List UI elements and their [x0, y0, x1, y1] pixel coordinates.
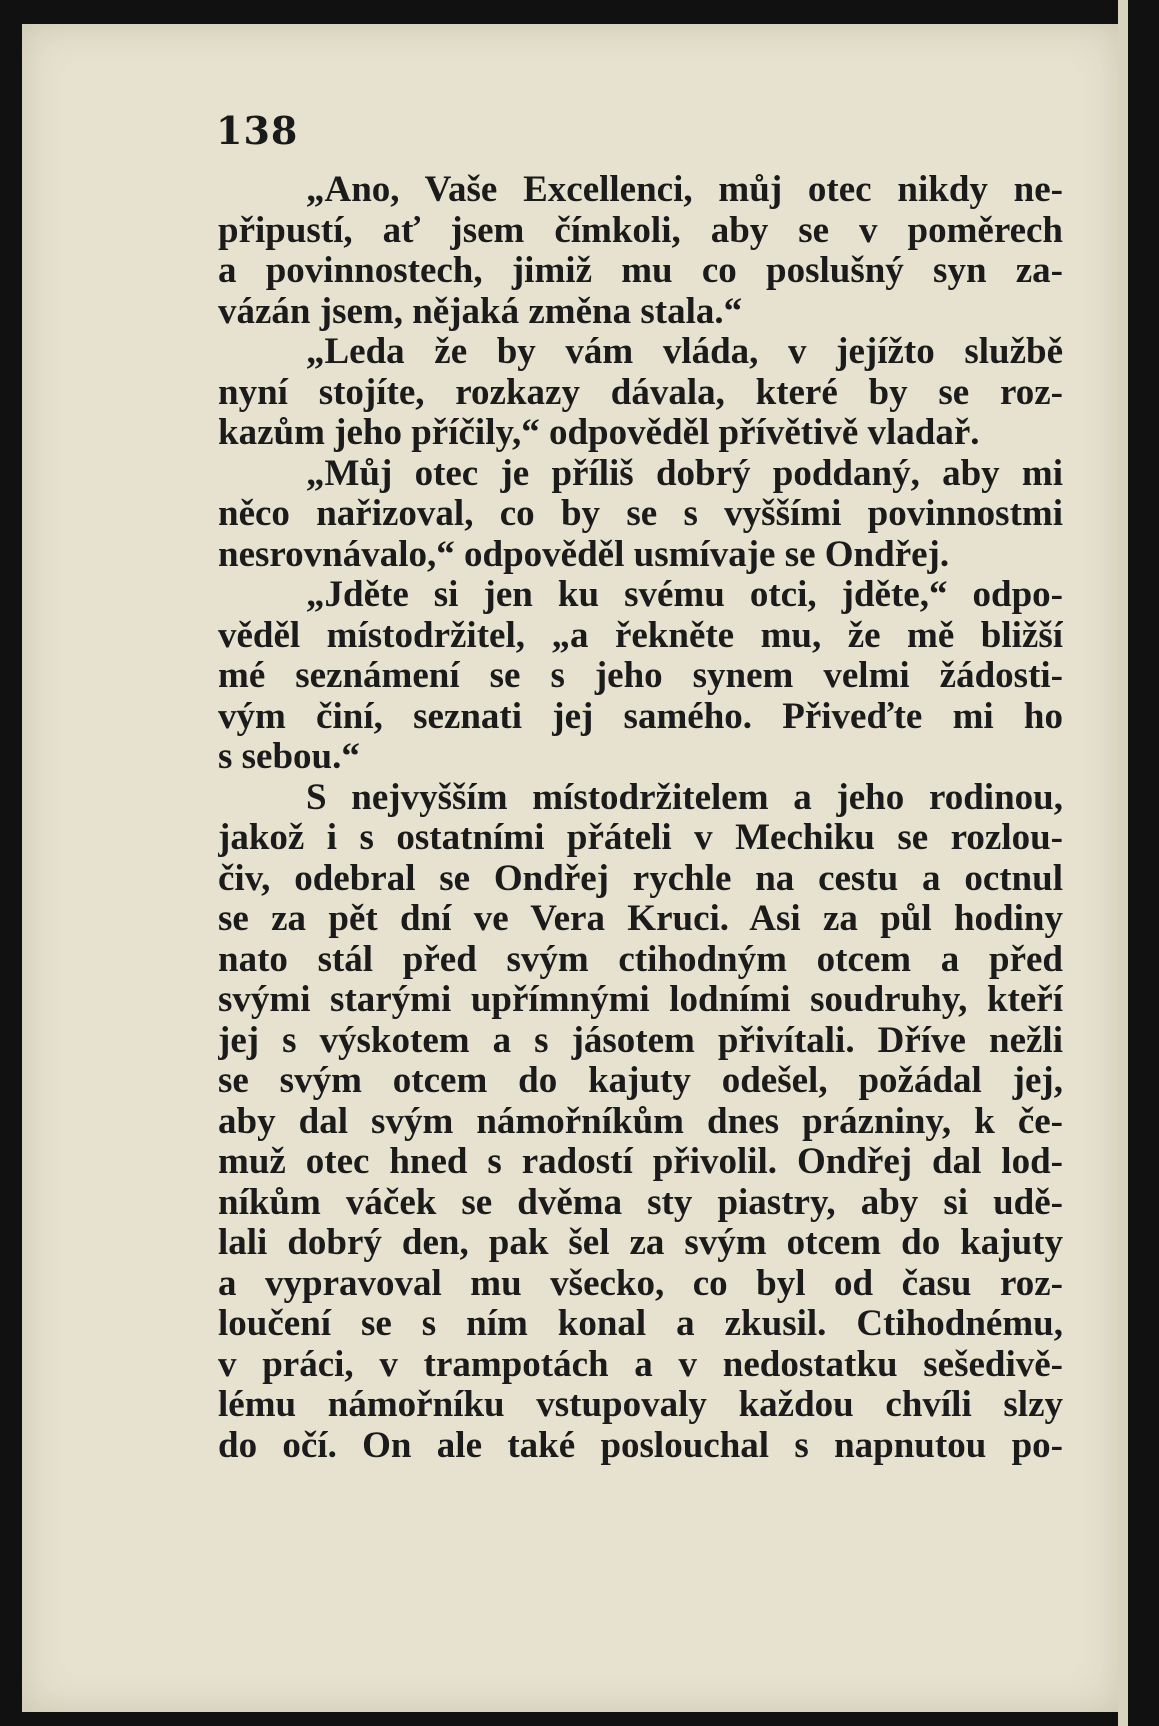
text-line: muž otec hned s radostí přivolil. Ondřej dal lod-	[218, 1142, 1063, 1182]
page-edge	[1118, 0, 1128, 1726]
text-line: lali dobrý den, pak šel za svým otcem do kajuty	[218, 1223, 1063, 1263]
text-line: „Leda že by vám vláda, v jejížto službě	[306, 332, 1063, 372]
text-line: mé seznámení se s jeho synem velmi žádosti-	[218, 656, 1063, 696]
text-line: v práci, v trampotách a v nedostatku sešedivě-	[218, 1344, 1063, 1385]
book-page	[22, 24, 1120, 1712]
text-line: S nejvyšším místodržitelem a jeho rodinou,	[306, 777, 1063, 818]
text-line: lému námořníku vstupovaly každou chvíli slzy	[218, 1385, 1063, 1425]
body-text	[218, 170, 1063, 1466]
text-line: se svým otcem do kajuty odešel, požádal jej,	[218, 1061, 1063, 1101]
text-line: „Můj otec je příliš dobrý poddaný, aby mi	[306, 453, 1063, 494]
text-line: svými starými upřímnými lodními soudruhy, kteří	[218, 980, 1063, 1020]
text-line: kazům jeho příčily,“ odpověděl přívětivě vladař.	[218, 413, 980, 453]
text-line: nato stál před svým ctihodným otcem a před	[218, 939, 1063, 980]
text-line: do očí. On ale také poslouchal s napnutou po-	[218, 1425, 1063, 1466]
text-line: níkům váček se dvěma sty piastry, aby si udě-	[218, 1182, 1063, 1223]
text-line: jakož i s ostatními přáteli v Mechiku se rozlou-	[218, 818, 1063, 858]
text-line: se za pět dní ve Vera Kruci. Asi za půl hodiny	[218, 899, 1063, 939]
text-line: jej s výskotem a s jásotem přivítali. Dříve nežli	[218, 1020, 1063, 1061]
text-line: vázán jsem, nějaká změna stala.“	[218, 291, 743, 332]
text-line: připustí, ať jsem čímkoli, aby se v poměrech	[218, 210, 1063, 251]
text-line: věděl místodržitel, „a řekněte mu, že mě bližší	[218, 615, 1063, 656]
text-line: „Jděte si jen ku svému otci, jděte,“ odpo-	[306, 575, 1063, 615]
text-line: a vypravoval mu všecko, co byl od času roz-	[218, 1263, 1063, 1304]
text-line: nesrovnávalo,“ odpověděl usmívaje se Ondřej.	[218, 534, 950, 575]
text-line: něco nařizoval, co by se s vyššími povinnostmi	[218, 494, 1063, 534]
text-line: aby dal svým námořníkům dnes prázniny, k če-	[218, 1101, 1063, 1142]
text-line: s sebou.“	[218, 737, 360, 777]
text-line: a povinnostech, jimiž mu co poslušný syn za-	[218, 251, 1063, 291]
text-line: vým činí, seznati jej samého. Přiveďte mi ho	[218, 696, 1063, 737]
text-line: „Ano, Vaše Excellenci, můj otec nikdy ne-	[306, 170, 1063, 210]
text-line: nyní stojíte, rozkazy dávala, které by se roz-	[218, 372, 1063, 413]
text-line: loučení se s ním konal a zkusil. Ctihodnému,	[218, 1304, 1063, 1344]
text-line: čiv, odebral se Ondřej rychle na cestu a octnul	[218, 858, 1063, 899]
page-number: 138	[216, 108, 299, 153]
